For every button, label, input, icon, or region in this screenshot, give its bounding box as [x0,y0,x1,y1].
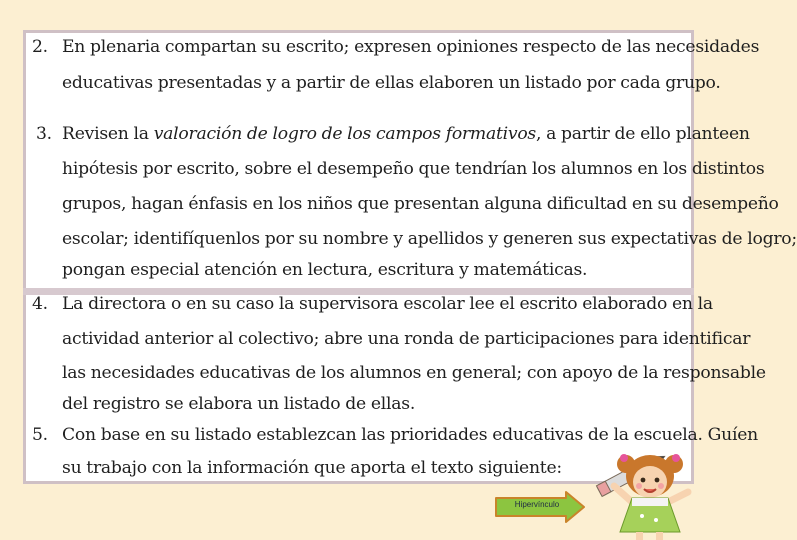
item-emphasis: valoración de logro de los campos formativos [153,124,537,144]
item-line: hipótesis por escrito, sobre el desempeño que tendrían los alumnos en los distintos [62,159,765,179]
item-line: Con base en su listado establezcan las prioridades educativas de la escuela. Guíen [62,425,758,445]
item-number: 5. [32,425,48,445]
girl-with-pencil-illustration [592,446,704,540]
item-line: En plenaria compartan su escrito; expresen opiniones respecto de las necesidades [62,37,760,57]
item-number: 4. [32,294,48,314]
item-line: grupos, hagan énfasis en los niños que presentan alguna dificultad en su desempeño [62,194,779,214]
list-item-2 [32,37,760,101]
list-item-4 [32,294,766,418]
item-number: 3. [36,124,52,144]
item-line: las necesidades educativas de los alumnos en general; con apoyo de la responsable [62,363,766,383]
item-line: actividad anterior al colectivo; abre una ronda de participaciones para identificar [62,329,751,349]
item-text: , a partir de ello planteen [536,124,750,144]
item-line: pongan especial atención en lectura, escritura y matemáticas. [62,260,588,280]
item-number: 2. [32,37,48,57]
item-line [62,124,750,144]
item-line: del registro se elabora un listado de ellas. [62,394,416,414]
item-text: Revisen la [62,124,154,144]
item-line: La directora o en su caso la supervisora escolar lee el escrito elaborado en la [62,294,713,314]
item-line: escolar; identifíquenlos por su nombre y apellidos y generen sus expectativas de logro; [62,229,797,249]
list-item-3 [36,124,797,284]
item-line: su trabajo con la información que aporta el texto siguiente: [62,458,562,478]
item-line: educativas presentadas y a partir de ellas elaboren un listado por cada grupo. [62,73,721,93]
hyperlink-button[interactable] [494,490,586,524]
hyperlink-label: Hipervínculo [514,500,560,509]
